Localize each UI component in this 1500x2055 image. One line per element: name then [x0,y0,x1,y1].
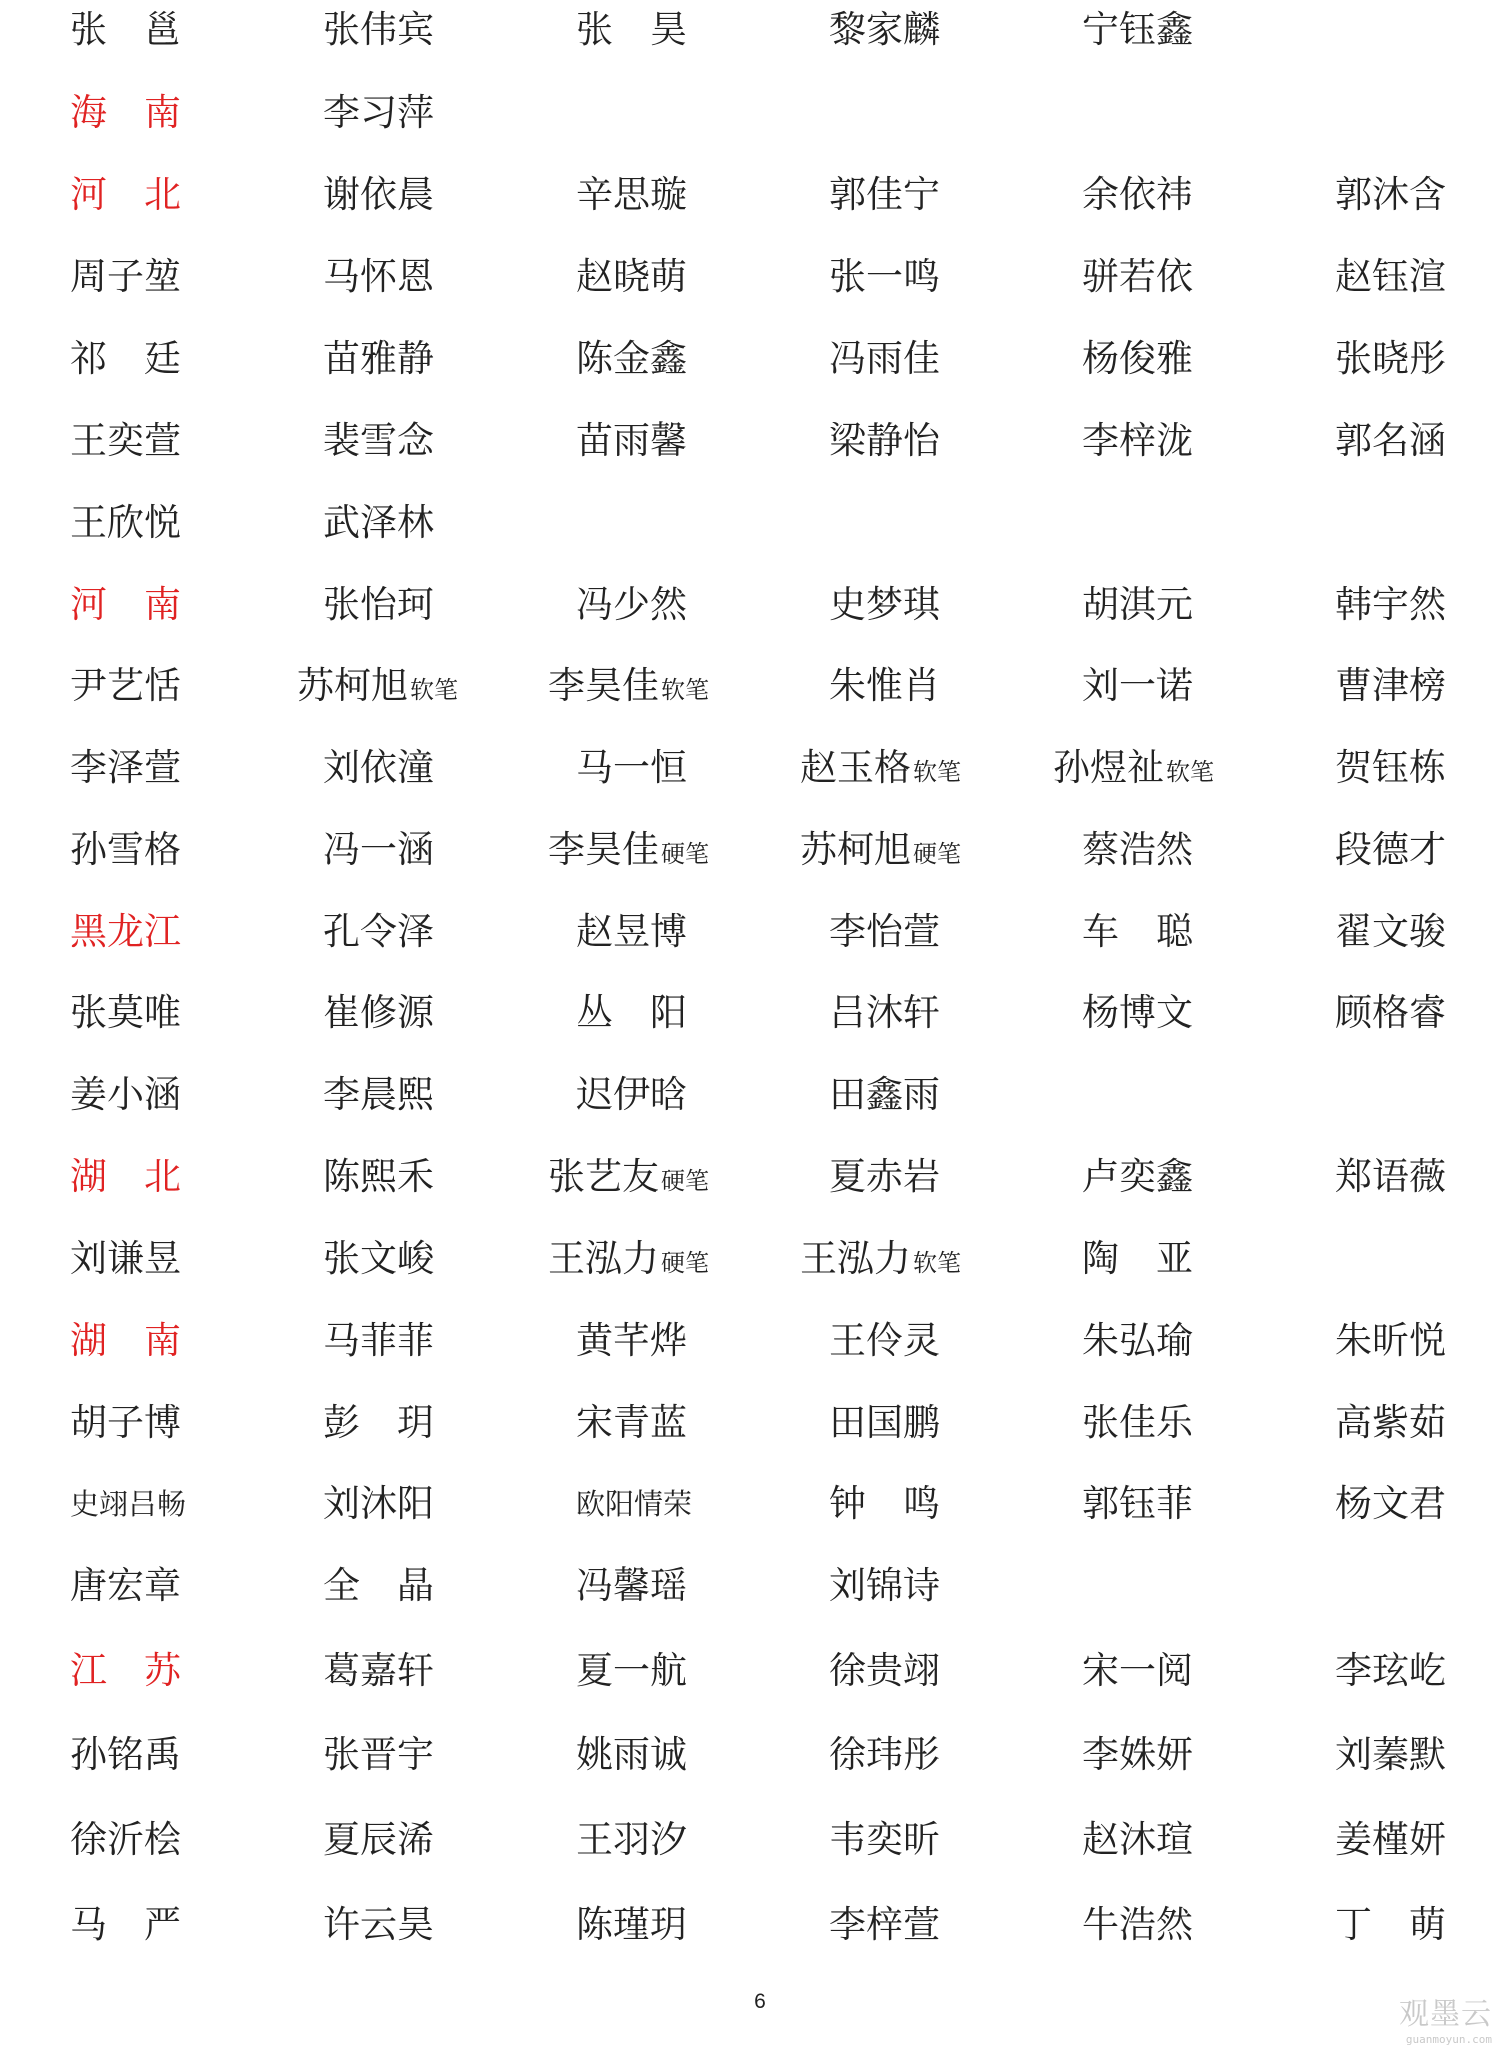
name-row [0,411,1500,471]
winner-name [829,1641,940,1701]
winner-name [548,1229,709,1289]
name-text: 冯少然 [576,583,687,626]
name-text: 宋青蓝 [576,1401,687,1444]
winner-name [576,411,687,471]
name-text: 李怡萱 [829,910,940,953]
name-text: 李姝妍 [1082,1733,1193,1776]
winner-name [1082,329,1193,389]
winner-name [323,329,434,389]
winner-name [1335,1393,1446,1453]
winner-name [323,411,434,471]
winner-name [323,1810,434,1870]
name-text: 丛 阳 [576,991,687,1034]
winner-name [829,1725,940,1785]
province-heading [70,1147,181,1207]
name-text: 张佳乐 [1082,1401,1193,1444]
name-text: 苏柯旭 [297,664,408,707]
winner-name [548,1147,709,1207]
winner-name [323,1147,434,1207]
name-text: 杨俊雅 [1082,337,1193,380]
name-text: 马一恒 [576,746,687,789]
name-text: 陈瑾玥 [576,1903,687,1946]
name-row [0,1474,1500,1534]
winner-name [829,1393,940,1453]
province-heading [70,1641,181,1701]
winner-name [1082,411,1193,471]
name-text: 赵昱博 [576,910,687,953]
winner-name [1335,1810,1446,1870]
winner-name [1082,656,1193,716]
name-text: 刘一诺 [1082,664,1193,707]
winner-name [323,1641,434,1701]
name-text: 彭 玥 [323,1401,434,1444]
winner-name [1082,1474,1193,1534]
winner-name [576,1895,687,1955]
winner-name [829,1810,940,1870]
winner-name [1082,1311,1193,1371]
name-text: 陈金鑫 [576,337,687,380]
winner-name [70,247,181,307]
name-text: 张文峻 [323,1237,434,1280]
winner-name [576,1311,687,1371]
winner-name [323,83,434,143]
winner-name [1053,738,1214,798]
name-row [0,1065,1500,1125]
winner-name [1335,820,1446,880]
name-text: 张艺友 [548,1155,659,1198]
winner-name [829,1065,940,1125]
winner-name [829,1311,940,1371]
winner-name [1335,1474,1446,1534]
winner-name [576,1474,692,1534]
name-text: 郭佳宁 [829,173,940,216]
winner-name [1335,575,1446,635]
winner-name [1082,902,1193,962]
province-heading [70,902,181,962]
name-text: 丁 萌 [1335,1903,1446,1946]
name-text: 李昊佳 [548,828,659,871]
name-text: 赵玉格 [800,746,911,789]
winner-name [829,983,940,1043]
name-text: 苏柯旭 [800,828,911,871]
name-text: 张伟宾 [323,8,434,51]
name-text: 赵晓萌 [576,255,687,298]
winner-name [1082,0,1193,60]
name-text: 宁钰鑫 [1082,8,1193,51]
name-text: 李玹屹 [1335,1649,1446,1692]
winner-name [70,1556,181,1616]
name-text: 卢奕鑫 [1082,1155,1193,1198]
name-text: 赵沐瑄 [1082,1818,1193,1861]
name-text: 迟伊晗 [576,1073,687,1116]
name-text: 宋一阅 [1082,1649,1193,1692]
name-text: 张晋宇 [323,1733,434,1776]
name-row [0,329,1500,389]
name-text: 裴雪念 [323,419,434,462]
winner-name [829,165,940,225]
name-text: 夏一航 [576,1649,687,1692]
name-text: 孙雪格 [70,828,181,871]
name-text: 王泓力 [548,1237,659,1280]
winner-name [548,656,709,716]
winner-name [323,165,434,225]
winner-name [829,247,940,307]
winner-name [70,1810,181,1870]
name-text: 赵钰渲 [1335,255,1446,298]
name-row [0,493,1500,553]
winner-name [70,656,181,716]
winner-name [576,902,687,962]
name-row [0,1556,1500,1616]
province-label: 海 南 [70,91,181,134]
name-text: 翟文骏 [1335,910,1446,953]
winner-name [1082,575,1193,635]
name-text: 唐宏章 [70,1564,181,1607]
winner-name [576,165,687,225]
winner-name [323,902,434,962]
category-tag: 硬笔 [913,840,961,868]
winner-name [1335,1895,1446,1955]
name-text: 许云昊 [323,1903,434,1946]
province-label: 江 苏 [70,1649,181,1692]
name-text: 曹津榜 [1335,664,1446,707]
name-text: 夏辰浠 [323,1818,434,1861]
name-text: 胡淇元 [1082,583,1193,626]
name-text: 李晨熙 [323,1073,434,1116]
watermark-text: 观墨云 [1399,1997,1492,2032]
winner-name [829,411,940,471]
name-row [0,983,1500,1043]
name-text: 段德才 [1335,828,1446,871]
winner-name [829,329,940,389]
winner-name [70,1725,181,1785]
name-text: 王羽汐 [576,1818,687,1861]
name-row [0,902,1500,962]
page-number: 6 [754,1990,766,2013]
name-text: 孔令泽 [323,910,434,953]
name-row [0,820,1500,880]
name-text: 李昊佳 [548,664,659,707]
winner-name [70,1474,186,1534]
winner-name [1082,1641,1193,1701]
name-text: 徐贵翊 [829,1649,940,1692]
province-label: 湖 南 [70,1319,181,1362]
province-heading [70,1311,181,1371]
name-text: 牛浩然 [1082,1903,1193,1946]
winner-name [323,983,434,1043]
name-text: 张一鸣 [829,255,940,298]
name-row [0,1810,1500,1870]
name-text: 冯馨瑶 [576,1564,687,1607]
name-text: 夏赤岩 [829,1155,940,1198]
name-text: 韩宇然 [1335,583,1446,626]
name-text: 王欣悦 [70,501,181,544]
name-text: 姜小涵 [70,1073,181,1116]
name-text: 顾格睿 [1335,991,1446,1034]
winner-name [829,1556,940,1616]
name-text: 马 严 [70,1903,181,1946]
name-row [0,656,1500,716]
name-text: 郭钰菲 [1082,1482,1193,1525]
name-text: 史翊吕畅 [70,1487,187,1521]
name-text: 车 聪 [1082,910,1193,953]
name-text: 苗雅静 [323,337,434,380]
winner-name [70,329,181,389]
winner-name [800,820,961,880]
name-text: 刘锦诗 [829,1564,940,1607]
name-text: 辛思璇 [576,173,687,216]
winner-name [1082,1810,1193,1870]
watermark-logo [1399,1997,1492,2046]
name-text: 马怀恩 [323,255,434,298]
province-label: 河 南 [70,583,181,626]
name-text: 张怡珂 [323,583,434,626]
winner-name [323,0,434,60]
winner-name [1335,247,1446,307]
name-text: 王奕萱 [70,419,181,462]
winner-name [70,983,181,1043]
name-text: 黄芊烨 [576,1319,687,1362]
winner-name [323,1895,434,1955]
name-text: 陶 亚 [1082,1237,1193,1280]
name-text: 郭名涵 [1335,419,1446,462]
winner-name [1335,738,1446,798]
winner-name [1335,411,1446,471]
name-text: 王伶灵 [829,1319,940,1362]
name-text: 张 邕 [70,8,181,51]
category-tag: 硬笔 [661,1249,709,1277]
name-text: 冯一涵 [323,828,434,871]
name-text: 田鑫雨 [829,1073,940,1116]
winner-name [323,493,434,553]
name-text: 谢依晨 [323,173,434,216]
name-text: 张晓彤 [1335,337,1446,380]
winner-name [829,575,940,635]
name-text: 徐沂桧 [70,1818,181,1861]
name-text: 高紫茹 [1335,1401,1446,1444]
province-heading [70,83,181,143]
winner-name [70,1393,181,1453]
name-text: 李泽萱 [70,746,181,789]
province-label: 湖 北 [70,1155,181,1198]
name-text: 郭沐含 [1335,173,1446,216]
winner-name [70,493,181,553]
winner-name [829,1895,940,1955]
winner-name [829,656,940,716]
winner-name [1082,165,1193,225]
winner-name [1082,1229,1193,1289]
winner-name [323,738,434,798]
winner-name [323,1725,434,1785]
winner-name [576,1065,687,1125]
name-text: 刘谦昱 [70,1237,181,1280]
name-text: 刘沐阳 [323,1482,434,1525]
winner-name [1082,1725,1193,1785]
province-label: 黑龙江 [70,910,181,953]
winner-name [576,1641,687,1701]
name-text: 梁静怡 [829,419,940,462]
winner-name [576,575,687,635]
watermark-url: guanmoyun.com [1405,2033,1492,2046]
name-text: 钟 鸣 [829,1482,940,1525]
winner-name [323,1556,434,1616]
name-row [0,247,1500,307]
winner-name [323,1393,434,1453]
name-row [0,0,1500,60]
name-text: 杨文君 [1335,1482,1446,1525]
name-text: 张 昊 [576,8,687,51]
winner-name [323,247,434,307]
name-text: 徐玮彤 [829,1733,940,1776]
winner-name [576,0,687,60]
name-text: 刘依潼 [323,746,434,789]
name-text: 郑语薇 [1335,1155,1446,1198]
name-text: 朱弘瑜 [1082,1319,1193,1362]
name-text: 欧阳情荣 [576,1487,693,1521]
name-text: 周子堃 [70,255,181,298]
name-row [0,1641,1500,1701]
winner-name [576,1810,687,1870]
winner-name [1335,1147,1446,1207]
winner-name [323,1474,434,1534]
name-row [0,1147,1500,1207]
winner-name [323,1229,434,1289]
province-heading [70,165,181,225]
name-row [0,165,1500,225]
winner-name [829,1147,940,1207]
winner-name [576,329,687,389]
name-text: 武泽林 [323,501,434,544]
category-tag: 软笔 [661,676,709,704]
winner-name [323,1311,434,1371]
winner-name [1082,983,1193,1043]
winner-name [1082,247,1193,307]
winner-name [323,820,434,880]
name-row [0,738,1500,798]
winner-name [1335,1641,1446,1701]
winner-name [70,411,181,471]
name-text: 姜槿妍 [1335,1818,1446,1861]
name-text: 王泓力 [800,1237,911,1280]
name-text: 刘蓁默 [1335,1733,1446,1776]
winner-name [548,820,709,880]
winner-name [1335,902,1446,962]
winner-name [1335,656,1446,716]
winner-name [1335,1725,1446,1785]
winner-name [70,820,181,880]
name-text: 全 晶 [323,1564,434,1607]
province-heading [70,575,181,635]
winner-name [800,1229,961,1289]
winner-name [829,0,940,60]
winner-name [70,0,181,60]
name-text: 贺钰栋 [1335,746,1446,789]
winner-name [70,1895,181,1955]
winner-name [1082,1147,1193,1207]
winner-name [323,1065,434,1125]
name-text: 孙铭禹 [70,1733,181,1776]
winner-name [576,1556,687,1616]
name-text: 吕沐轩 [829,991,940,1034]
winner-name [829,1474,940,1534]
name-text: 骈若依 [1082,255,1193,298]
winner-name [576,983,687,1043]
name-text: 李梓萱 [829,1903,940,1946]
name-text: 尹艺恬 [70,664,181,707]
name-row [0,1393,1500,1453]
name-row [0,1725,1500,1785]
name-text: 余依祎 [1082,173,1193,216]
category-tag: 软笔 [913,758,961,786]
name-text: 陈熙禾 [323,1155,434,1198]
category-tag: 硬笔 [661,840,709,868]
name-text: 朱惟肖 [829,664,940,707]
winner-name [1335,165,1446,225]
name-text: 张莫唯 [70,991,181,1034]
winner-name [1335,1311,1446,1371]
name-text: 崔修源 [323,991,434,1034]
name-text: 田国鹏 [829,1401,940,1444]
name-text: 史梦琪 [829,583,940,626]
name-text: 马菲菲 [323,1319,434,1362]
name-row [0,575,1500,635]
name-text: 李梓泷 [1082,419,1193,462]
name-text: 葛嘉轩 [323,1649,434,1692]
winner-name [576,1393,687,1453]
winner-name [800,738,961,798]
winner-name [1335,329,1446,389]
name-text: 李习萍 [323,91,434,134]
name-row [0,1229,1500,1289]
category-tag: 硬笔 [661,1167,709,1195]
name-text: 孙煜祉 [1053,746,1164,789]
name-text: 祁 廷 [70,337,181,380]
winner-name [576,247,687,307]
winner-name [1082,1393,1193,1453]
winner-name [323,575,434,635]
category-tag: 软笔 [913,1249,961,1277]
winner-name [70,738,181,798]
category-tag: 软笔 [1166,758,1214,786]
name-row [0,1895,1500,1955]
name-text: 苗雨馨 [576,419,687,462]
name-row [0,83,1500,143]
winner-name [576,1725,687,1785]
name-text: 黎家麟 [829,8,940,51]
name-text: 蔡浩然 [1082,828,1193,871]
winner-name [1335,983,1446,1043]
province-label: 河 北 [70,173,181,216]
category-tag: 软笔 [410,676,458,704]
name-text: 冯雨佳 [829,337,940,380]
name-row [0,1311,1500,1371]
winner-name [70,1065,181,1125]
name-text: 胡子博 [70,1401,181,1444]
name-text: 朱昕悦 [1335,1319,1446,1362]
winner-name [1082,1895,1193,1955]
name-text: 杨博文 [1082,991,1193,1034]
winner-name [829,902,940,962]
name-text: 韦奕昕 [829,1818,940,1861]
winner-name [297,656,458,716]
name-text: 姚雨诚 [576,1733,687,1776]
winner-name [1082,820,1193,880]
winner-name [576,738,687,798]
winner-name [70,1229,181,1289]
